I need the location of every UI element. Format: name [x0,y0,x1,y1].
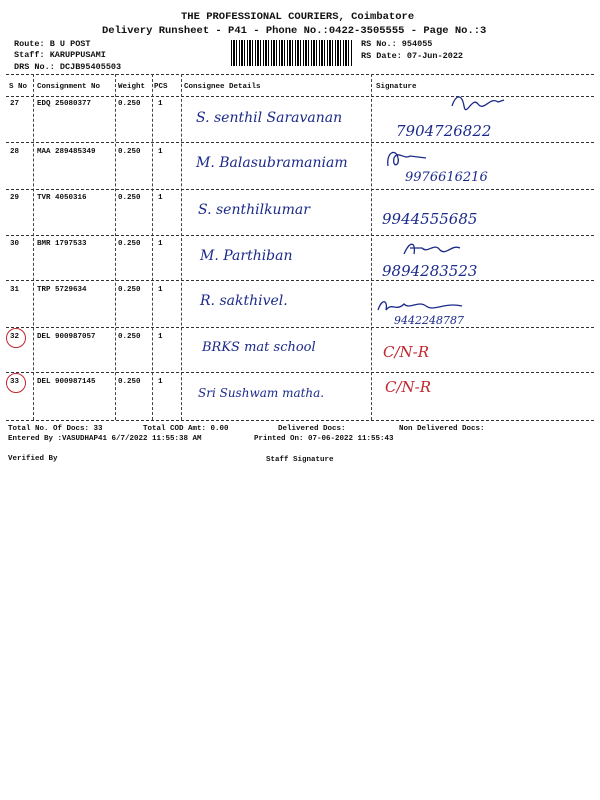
drs-number: DRS No.: DCJB95405503 [14,62,122,72]
row-signature-phone: 9976616216 [405,170,488,185]
row-pcs: 1 [158,100,163,108]
row-consignee-handwritten: M. Parthiban [200,248,293,264]
row-signature-note: C/N-R [385,378,432,396]
row-signature-phone: 9944555685 [382,210,478,228]
company-title: THE PROFESSIONAL COURIERS, Coimbatore [181,11,415,23]
row-sno: 28 [10,148,20,156]
row-sno: 30 [10,240,20,248]
delivered-docs: Delivered Docs: [278,425,346,433]
total-cod: Total COD Amt: 0.00 [143,425,229,433]
col-header-pcs: PCS [154,83,168,91]
col-header-consignment: Consignment No [37,83,101,91]
row-consignee-handwritten: S. senthil Saravanan [196,110,343,126]
rs-number: RS No.: 954055 [361,39,433,49]
row-pcs: 1 [158,286,163,294]
row-signature-phone: 7904726822 [396,122,492,140]
staff-label: Staff: KARUPPUSAMI [14,50,106,60]
row-weight: 0.250 [118,100,141,108]
col-header-weight: Weight [118,83,146,91]
row-weight: 0.250 [118,240,141,248]
row-consignee-handwritten: Sri Sushwam matha. [198,386,325,400]
row-sno: 31 [10,286,20,294]
column-divider [181,74,182,420]
total-docs: Total No. Of Docs: 33 [8,425,103,433]
row-consignment: TVR 4050316 [37,194,87,202]
row-weight: 0.250 [118,333,141,341]
row-signature-phone: 9894283523 [382,262,478,280]
row-consignment: EDQ 25080377 [37,100,92,108]
signature-scribble [374,296,470,316]
row-consignment: DEL 900987057 [37,333,96,341]
signature-scribble [448,92,508,114]
row-pcs: 1 [158,378,163,386]
row-consignment: DEL 900987145 [37,378,96,386]
row-pcs: 1 [158,148,163,156]
entered-by: Entered By :VASUDHAP41 6/7/2022 11:55:38 AM [8,435,202,443]
column-divider [115,74,116,420]
col-header-signature: Signature [376,83,417,91]
row-consignment: BMR 1797533 [37,240,87,248]
row-weight: 0.250 [118,286,141,294]
sheet-title: Delivery Runsheet - P41 - Phone No.:0422-3505555 - Page No.:3 [102,25,487,37]
column-divider [371,74,372,420]
row-consignment: MAA 289485349 [37,148,96,156]
row-consignee-handwritten: R. sakthivel. [200,293,288,309]
row-consignee-handwritten: BRKS mat school [202,340,316,355]
route-label: Route: B U POST [14,39,91,49]
printed-on: Printed On: 07-06-2022 11:55:43 [254,435,394,443]
row-divider [6,280,594,281]
column-divider [33,74,34,420]
row-divider [6,372,594,373]
row-divider [6,235,594,236]
col-header-sno: S No [9,83,28,91]
row-sno: 32 [10,333,20,341]
row-consignment: TRP 5729634 [37,286,87,294]
col-header-consignee: Consignee Details [184,83,261,91]
row-pcs: 1 [158,194,163,202]
signature-scribble [382,146,432,172]
table-bottom-rule [6,420,594,421]
rs-date: RS Date: 07-Jun-2022 [361,51,464,61]
staff-signature: Staff Signature [266,456,334,464]
verified-by: Verified By [8,455,58,463]
row-pcs: 1 [158,240,163,248]
column-divider [152,74,153,420]
row-signature-phone: 9442248787 [394,314,464,327]
row-divider [6,142,594,143]
signature-scribble [400,238,470,260]
row-consignee-handwritten: S. senthilkumar [198,202,310,218]
row-weight: 0.250 [118,378,141,386]
row-signature-note: C/N-R [383,343,430,361]
non-delivered-docs: Non Delivered Docs: [399,425,485,433]
row-weight: 0.250 [118,194,141,202]
row-divider [6,327,594,328]
header-rule-top [6,74,594,75]
row-consignee-handwritten: M. Balasubramaniam [196,155,348,171]
row-sno: 29 [10,194,20,202]
row-pcs: 1 [158,333,163,341]
row-weight: 0.250 [118,148,141,156]
row-sno: 33 [10,378,20,386]
row-sno: 27 [10,100,20,108]
barcode-image [231,40,352,66]
row-divider [6,189,594,190]
